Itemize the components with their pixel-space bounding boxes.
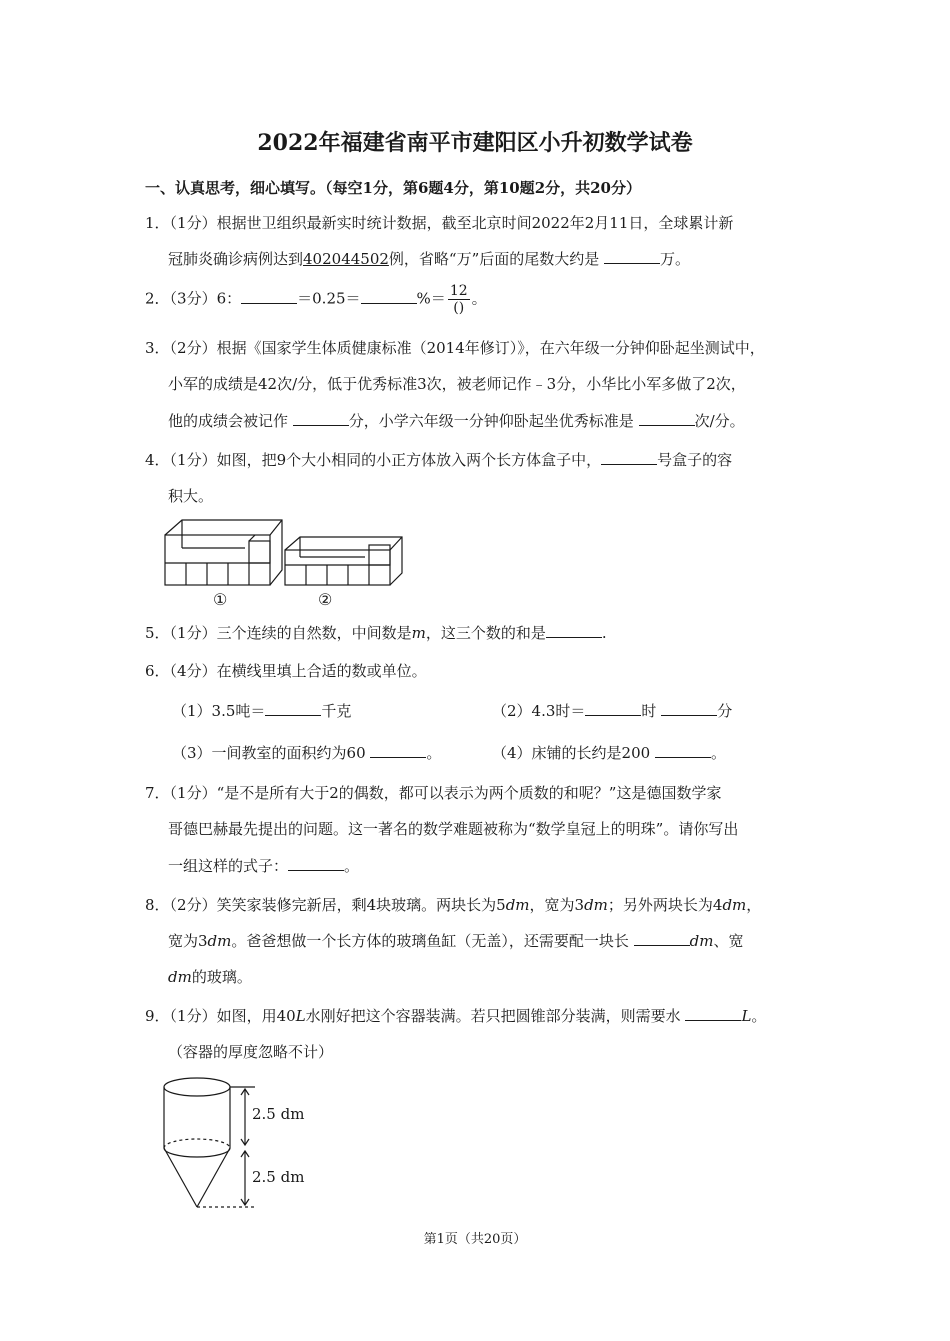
q8-line1: 8．（2分）笑笑家装修完新居，剩4块玻璃。两块长为5dm，宽为3dm；另外两块长为4dm， bbox=[145, 896, 762, 914]
q8-line3: dm的玻璃。 bbox=[168, 968, 252, 986]
q5-line: 5．（1分）三个连续的自然数，中间数是m，这三个数的和是 . bbox=[145, 624, 607, 642]
q6-blank-1[interactable] bbox=[265, 700, 321, 716]
q3-line3: 他的成绩会被记作 分，小学六年级一分钟仰卧起坐优秀标准是 次/分。 bbox=[168, 412, 745, 430]
box-2 bbox=[285, 537, 402, 585]
q6-part3: （3）一间教室的面积约为60 。 bbox=[172, 744, 442, 762]
q1-line2: 冠肺炎确诊病例达到402044502例，省略“万”后面的尾数大约是 万。 bbox=[168, 250, 691, 268]
q4-blank[interactable] bbox=[601, 449, 657, 465]
dimension-label-cylinder: 2.5 dm bbox=[252, 1105, 305, 1123]
dimension-label-cone: 2.5 dm bbox=[252, 1168, 305, 1186]
q6-blank-3[interactable] bbox=[661, 700, 717, 716]
q2-blank-1[interactable] bbox=[241, 288, 297, 304]
q7-blank[interactable] bbox=[288, 855, 344, 871]
section-heading-1: 一、认真思考，细心填写。（每空1分，第6题4分，第10题2分，共20分） bbox=[145, 179, 641, 197]
q4-box-figure bbox=[160, 515, 410, 610]
q9-line1: 9．（1分）如图，用40L水刚好把这个容器装满。若只把圆锥部分装满，则需要水 L。 bbox=[145, 1007, 767, 1025]
q3-line2: 小军的成绩是42次/分，低于优秀标准3次，被老师记作﹣3分，小华比小军多做了2次， bbox=[168, 375, 746, 393]
q1-line1: 1．（1分）根据世卫组织最新实时统计数据，截至北京时间2022年2月11日，全球累计新 bbox=[145, 214, 734, 232]
q9-blank[interactable] bbox=[685, 1005, 741, 1021]
q8-line2: 宽为3dm。爸爸想做一个长方体的玻璃鱼缸（无盖），还需要配一块长 dm、宽 bbox=[168, 932, 744, 950]
q6-blank-2[interactable] bbox=[585, 700, 641, 716]
q3-blank-2[interactable] bbox=[639, 410, 695, 426]
q6-part2: （2）4.3时＝ 时 分 bbox=[492, 702, 733, 720]
q7-line3: 一组这样的式子： 。 bbox=[168, 857, 360, 875]
q2-line: 2．（3分）6： ＝0.25＝ %＝ $\frac{12}{()}$ 。 bbox=[145, 283, 487, 316]
page-title: 2022年福建省南平市建阳区小升初数学试卷 bbox=[257, 130, 693, 156]
q3-line1: 3．（2分）根据《国家学生体质健康标准（2014年修订）》，在六年级一分钟仰卧起坐测试中， bbox=[145, 339, 765, 357]
q3-blank-1[interactable] bbox=[293, 410, 349, 426]
q2-fraction: $\frac{12}{()}$ bbox=[449, 283, 468, 316]
q1-number: 402044502 bbox=[303, 250, 389, 268]
q6-blank-4[interactable] bbox=[370, 742, 426, 758]
box-2-label: ② bbox=[318, 590, 333, 609]
q5-blank[interactable] bbox=[546, 622, 602, 638]
q7-line1: 7．（1分）“是不是所有大于2的偶数，都可以表示为两个质数的和呢？”这是德国数学家 bbox=[145, 784, 722, 802]
q8-blank-1[interactable] bbox=[634, 930, 690, 946]
q6-line1: 6．（4分）在横线里填上合适的数或单位。 bbox=[145, 662, 427, 680]
q2-fraction-denominator-blank[interactable]: () bbox=[453, 300, 465, 316]
q6-part4: （4）床铺的长约是200 。 bbox=[492, 744, 726, 762]
box-1 bbox=[165, 520, 282, 585]
q6-blank-5[interactable] bbox=[655, 742, 711, 758]
q2-blank-2[interactable] bbox=[361, 288, 417, 304]
box-1-label: ① bbox=[213, 590, 228, 609]
q6-part1: （1）3.5吨＝ 千克 bbox=[172, 702, 352, 720]
q7-line2: 哥德巴赫最先提出的问题。这一著名的数学难题被称为“数学皇冠上的明珠”。请你写出 bbox=[168, 820, 739, 838]
q1-answer-blank[interactable] bbox=[604, 248, 660, 264]
q9-line2: （容器的厚度忽略不计） bbox=[168, 1043, 334, 1061]
q4-line2: 积大。 bbox=[168, 487, 214, 505]
q4-line1: 4．（1分）如图，把9个大小相同的小正方体放入两个长方体盒子中， 号盒子的容 bbox=[145, 451, 733, 469]
page-footer: 第1页（共20页） bbox=[423, 1232, 527, 1247]
q9-container-figure bbox=[155, 1075, 265, 1215]
